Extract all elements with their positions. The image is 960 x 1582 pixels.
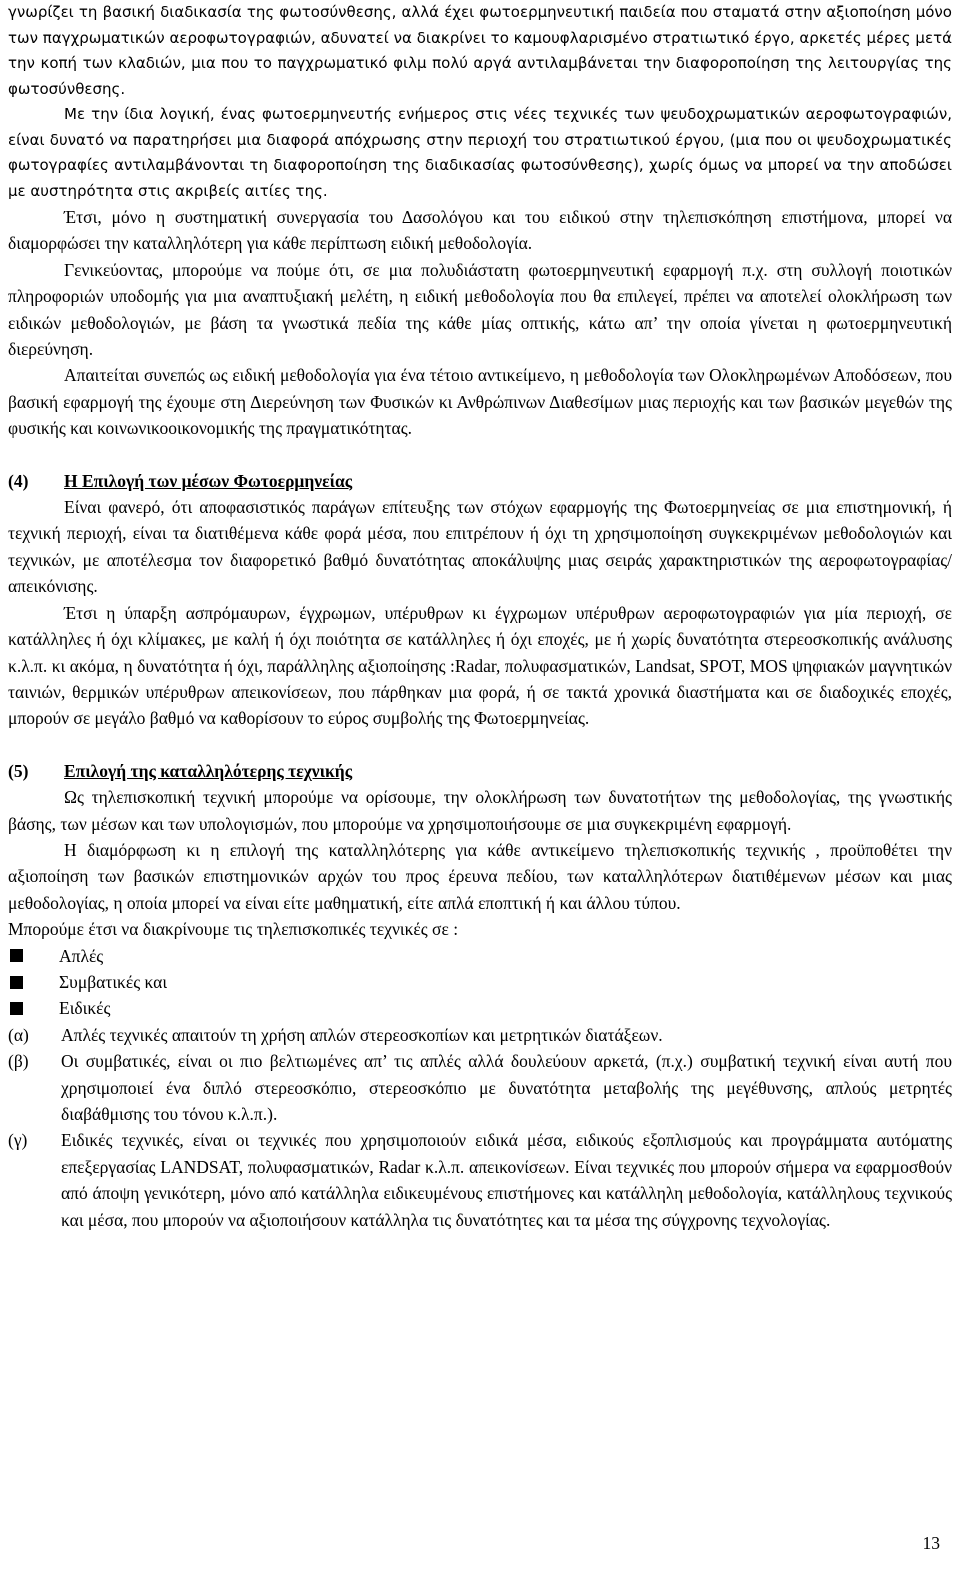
square-bullet-icon xyxy=(10,1002,23,1015)
paragraph-cooperation: Έτσι, μόνο η συστηματική συνεργασία του Δασολόγου και του ειδικού στην τηλεπισκόπηση επιστήμονα, μπορεί να διαμορφώσει την καταλληλότερη για κάθε περίπτωση ειδική μεθοδολογία. xyxy=(8,207,952,254)
list-item-text: Απλές τεχνικές απαιτούν τη χρήση απλών στερεοσκοπίων και μετρητικών διατάξεων. xyxy=(61,1024,663,1045)
section-4-number: (4) xyxy=(8,470,29,491)
section-5-paragraph-1: Ως τηλεπισκοπική τεχνική μπορούμε να ορίσουμε, την ολοκλήρωση των δυνατοτήτων της μεθοδολογίας, της γνωστικής βάσης, των μέσων και των υπολογισμών, που μπορούμε να χρησιμοποιήσουμε σε μια συγκεκριμένη εφαρμογή. xyxy=(8,787,952,834)
paragraph-false-color: Με την ίδια λογική, ένας φωτοερμηνευτής ενήμερος στις νέες τεχνικές των ψευδοχρωματικών αεροφωτογραφιών, είναι δυνατό να παρατηρήσει μια διαφορά απόχρωσης στην περιοχή του στρατιωτικού έργου, (μια που οι ψευδοχρωματικές φωτογραφίες αντιλαμβάνονται τη διαφοροποίηση της διαδικασίας φωτοσύνθεσης), χωρίς όμως να μπορεί να την αποδώσει με αυστηρότητα στις ακριβείς αιτίες της. xyxy=(8,105,952,200)
section-4-paragraph-1: Είναι φανερό, ότι αποφασιστικός παράγων επίτευξης των στόχων εφαρμογής της Φωτοερμηνείας σε μια επιστημονική, ή τεχνική περιοχή, είναι τα διατιθέμενα κάθε φορά μέσα, που επιτρέπουν ή όχι τη χρησιμοποίηση συγκεκριμένων μεθοδολογιών και τεχνικών, με αποτέλεσμα τον διαφορετικό βαθμό δυνατότητας αποκάλυψης μιας σειράς χαρακτηριστικών της αεροφωτογραφίας/απεικόνισης. xyxy=(8,497,952,597)
paragraph-integrated-methodology: Απαιτείται συνεπώς ως ειδική μεθοδολογία για ένα τέτοιο αντικείμενο, η μεθοδολογία των Ολοκληρωμένων Αποδόσεων, που βασική εφαρμογή της έχουμε στη Διερεύνηση των Φυσικών κι Ανθρώπινων Διαθεσίμων μιας περιοχής και των βασικών μεγεθών της φυσικής και κοινωνικοοικονομικής της πραγματικότητας. xyxy=(8,365,952,439)
page-number: 13 xyxy=(922,1533,940,1553)
list-item xyxy=(8,1048,952,1127)
section-4-title: Η Επιλογή των μέσων Φωτοερμηνείας xyxy=(64,470,353,491)
list-item xyxy=(8,1127,952,1233)
bullet-item xyxy=(8,969,952,995)
list-item-label: (α) xyxy=(8,1024,29,1045)
list-item-label: (β) xyxy=(8,1051,29,1072)
square-bullet-icon xyxy=(10,949,23,962)
top-block xyxy=(8,0,952,204)
paragraph-generalization: Γενικεύοντας, μπορούμε να πούμε ότι, σε μια πολυδιάστατη φωτοερμηνευτική εφαρμογή π.χ. στη συλλογή ποιοτικών πληροφοριών υποδομής για μια αναπτυξιακή μελέτη, η ειδική μεθοδολογία που θα επιλεγεί, πρέπει να αποτελεί ολοκλήρωση των ειδικών μεθοδολογιών, με βάση τα γνωστικά πεδία της κάθε μίας οπτικής, κάτω απ’ την οποία γίνεται η φωτοερμηνευτική διερεύνηση. xyxy=(8,259,952,360)
section-5-number: (5) xyxy=(8,760,29,781)
section-4-paragraph-2: Έτσι η ύπαρξη ασπρόμαυρων, έγχρωμων, υπέρυθρων κι έγχρωμων υπέρυθρων αεροφωτογραφιών για μία περιοχή, σε κατάλληλες ή όχι κλίμακες, με καλή ή όχι ποιότητα σε κατάλληλες ή όχι εποχές, με ή χωρίς δυνατότητα στερεοσκοπικής ανάλυσης κ.λ.π. κι ακόμα, η δυνατότητα ή όχι, παράλληλης αξιοποίησης :Radar, πολυφασματικών, Landsat, SPOT, MOS ψηφιακών μαγνητικών ταινιών, θερμικών υπέρυθρων απεικονίσεων, που πάρθηκαν μια φορά, ή σε τακτά χρονικά διαστήματα και σε διαδοχικές εποχές, μπορούν σε μεγάλο βαθμό να καθορίσουν το εύρος συμβολής της Φωτοερμηνείας. xyxy=(8,602,952,729)
bullet-item xyxy=(8,943,952,969)
section-5-title: Επιλογή της καταλληλότερης τεχνικής xyxy=(64,760,353,781)
section-4-heading xyxy=(8,468,952,494)
section-5-heading xyxy=(8,758,952,784)
section-5-paragraph-3: Μπορούμε έτσι να διακρίνουμε τις τηλεπισκοπικές τεχνικές σε : xyxy=(8,919,459,940)
list-item-label: (γ) xyxy=(8,1130,28,1151)
section-5-paragraph-2: Η διαμόρφωση κι η επιλογή της καταλληλότερης για κάθε αντικείμενο τηλεπισκοπικής τεχνικής , προϋποθέτει την αξιοποίηση των βασικών επιστημονικών αρχών του προς έρευνα πεδίου, των καταλληλότερων διατιθέμενων μέσων και μιας μεθοδολογίας, η οποία μπορεί να είναι είτε μαθηματική, είτε απλά εποπτική ή και άλλου τύπου. xyxy=(8,839,952,913)
bullet-label: Συμβατικές και xyxy=(59,971,168,992)
list-item xyxy=(8,1022,952,1048)
bullet-item xyxy=(8,995,952,1021)
list-item-text: Ειδικές τεχνικές, είναι οι τεχνικές που χρησιμοποιούν ειδικά μέσα, ειδικούς εξοπλισμούς και προγράμματα αυτόματης επεξεργασίας LANDSAT, πολυφασματικών, Radar κ.λ.π. απεικονίσεων. Είναι τεχνικές που μπορούν σήμερα να εφαρμοσθούν από άποψη γενικότερη, μόνο από κατάλληλα ειδικευμένους επιστήμονες και κατάλληλη μεθοδολογία, κατάλληλους τεχνικούς και μέσα, που μπορούν να αξιοποιήσουν κατάλληλα τις δυνατότητες και τα μέσα της σύγχρονης τεχνολογίας. xyxy=(61,1130,952,1230)
bullet-label: Ειδικές xyxy=(59,998,111,1019)
intro-block xyxy=(8,204,952,1233)
paragraph-photosynthesis: γνωρίζει τη βασική διαδικασία της φωτοσύνθεσης, αλλά έχει φωτοερμηνευτική παιδεία που σταματά στην αξιοποίηση μόνο των παγχρωματικών αεροφωτογραφιών, αδυνατεί να διακρίνει το καμουφλαρισμένο στρατιωτικό έργο, αρκετές μέρες μετά την κοπή των κλαδιών, μια που το παγχρωματικό φιλμ πολύ αργά αντιλαμβάνεται την διαφοροποίηση της λειτουργίας της φωτοσύνθεσης. xyxy=(8,3,952,98)
bullet-label: Απλές xyxy=(59,945,104,966)
square-bullet-icon xyxy=(10,976,23,989)
list-item-text: Οι συμβατικές, είναι οι πιο βελτιωμένες απ’ τις απλές αλλά δουλεύουν αρκετά, (π.χ.) συμβατική τεχνική είναι αυτή που χρησιμοποιεί ένα διπλό στερεοσκόπιο, στερεοσκόπιο με δυνατότητα μεταβολής της μεγέθυνσης, απλούς μετρητές διαβάθμισης του τόνου κ.λ.π.). xyxy=(61,1051,952,1124)
